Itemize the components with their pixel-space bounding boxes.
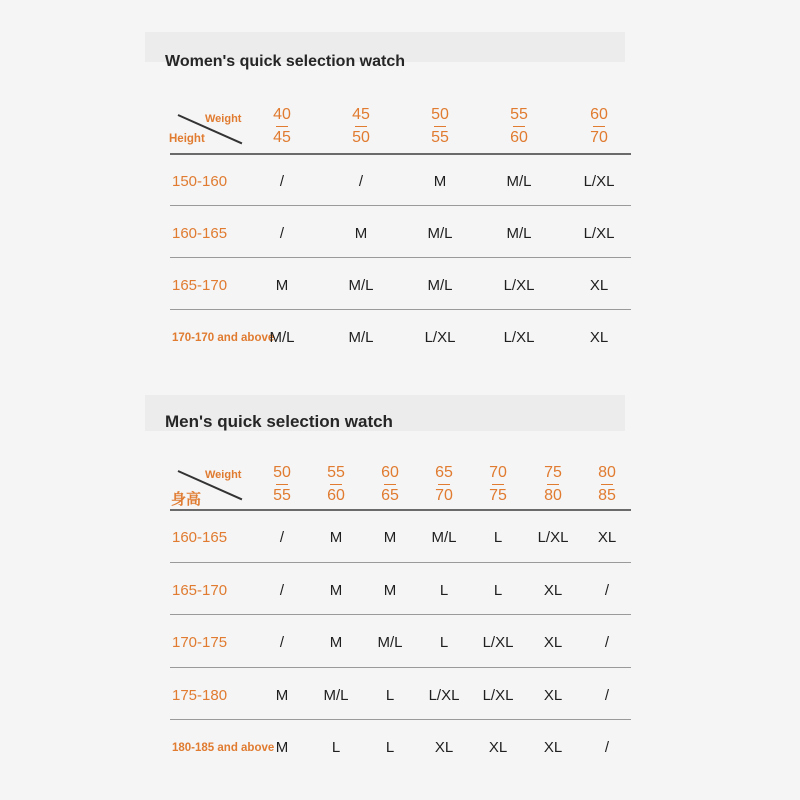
men-row-divider: [170, 667, 631, 668]
women-weight-range-dash: [434, 126, 446, 127]
men-size-cell: M: [329, 581, 343, 599]
men-size-cell: /: [604, 739, 610, 756]
women-row-height: 170-170 and above: [172, 332, 275, 344]
women-weight-range-to: 55: [431, 129, 449, 146]
men-weight-range-from: 60: [381, 464, 399, 481]
women-weight-range: [494, 107, 544, 146]
women-row-divider: [170, 205, 631, 206]
women-row-divider: [170, 257, 631, 258]
men-size-cell: M/L: [431, 529, 457, 546]
women-size-cell: XL: [589, 329, 609, 346]
men-weight-range-from: 50: [273, 464, 291, 481]
men-weight-range-dash: [276, 484, 288, 485]
men-weight-range-to: 75: [489, 487, 507, 504]
men-size-cell: /: [279, 634, 285, 651]
women-weight-range-from: 45: [352, 106, 370, 123]
women-weight-range-from: 55: [510, 106, 528, 123]
women-size-cell: M/L: [506, 225, 532, 242]
women-size-cell: L/XL: [583, 173, 615, 190]
women-size-cell: M/L: [427, 277, 453, 294]
men-size-cell: M: [329, 529, 343, 546]
women-size-cell: L/XL: [503, 277, 535, 294]
men-size-cell: M/L: [377, 634, 403, 651]
men-size-cell: L/XL: [428, 686, 460, 704]
women-size-cell: L/XL: [503, 329, 535, 346]
women-weight-label: Weight: [205, 113, 242, 125]
women-height-label: Height: [169, 133, 205, 145]
men-weight-range: [311, 465, 361, 504]
women-weight-range-from: 40: [273, 106, 291, 123]
men-size-cell: M: [275, 686, 289, 704]
women-size-cell: /: [279, 173, 285, 190]
men-size-cell: M: [383, 581, 397, 599]
men-weight-range-dash: [601, 484, 613, 485]
men-size-cell: XL: [543, 581, 563, 599]
men-weight-range-dash: [384, 484, 396, 485]
men-row-height: 165-170: [172, 581, 228, 599]
men-size-cell: L/XL: [482, 686, 514, 704]
women-weight-range-dash: [355, 126, 367, 127]
men-size-cell: XL: [488, 739, 508, 756]
women-size-cell: L/XL: [424, 329, 456, 346]
men-size-cell: M: [275, 739, 289, 756]
men-size-cell: L/XL: [482, 634, 514, 651]
women-size-cell: L/XL: [583, 225, 615, 242]
women-weight-range-to: 50: [352, 129, 370, 146]
women-weight-range-to: 70: [590, 129, 608, 146]
women-header-divider: [170, 153, 631, 155]
women-weight-range-dash: [593, 126, 605, 127]
men-weight-range-to: 65: [381, 487, 399, 504]
men-header-divider: [170, 509, 631, 511]
men-size-cell: M: [329, 634, 343, 651]
women-size-cell: M/L: [506, 173, 532, 190]
men-weight-range-to: 85: [598, 487, 616, 504]
men-row-height: 180-185 and above: [172, 742, 275, 754]
women-row-height: 165-170: [172, 277, 228, 294]
men-size-cell: L/XL: [537, 529, 569, 546]
men-weight-range: [419, 465, 469, 504]
men-weight-range-from: 75: [544, 464, 562, 481]
women-size-cell: M/L: [269, 329, 295, 346]
men-size-cell: L: [493, 529, 503, 546]
men-size-cell: /: [279, 581, 285, 599]
men-row-divider: [170, 719, 631, 720]
men-size-cell: XL: [543, 739, 563, 756]
women-weight-range: [415, 107, 465, 146]
women-weight-range-to: 60: [510, 129, 528, 146]
women-size-cell: M/L: [348, 329, 374, 346]
men-size-cell: M/L: [323, 686, 349, 704]
men-row-height: 160-165: [172, 529, 228, 546]
men-size-cell: /: [604, 686, 610, 704]
men-weight-range-to: 55: [273, 487, 291, 504]
men-weight-range-from: 70: [489, 464, 507, 481]
men-size-cell: XL: [543, 634, 563, 651]
men-weight-range-from: 80: [598, 464, 616, 481]
men-weight-range: [582, 465, 632, 504]
men-weight-range-from: 65: [435, 464, 453, 481]
men-weight-label: Weight: [205, 469, 242, 481]
men-size-cell: L: [385, 739, 395, 756]
men-weight-range: [365, 465, 415, 504]
men-weight-range-dash: [438, 484, 450, 485]
men-size-cell: M: [383, 529, 397, 546]
men-size-cell: XL: [597, 529, 617, 546]
men-weight-range-dash: [492, 484, 504, 485]
men-weight-range-dash: [547, 484, 559, 485]
men-row-divider: [170, 614, 631, 615]
men-row-divider: [170, 562, 631, 563]
men-table-title: Men's quick selection watch: [165, 412, 393, 431]
women-size-cell: M/L: [348, 277, 374, 294]
men-size-cell: L: [385, 686, 395, 704]
men-size-cell: L: [439, 581, 449, 599]
women-size-cell: /: [358, 173, 364, 190]
men-size-cell: L: [493, 581, 503, 599]
men-size-cell: /: [279, 529, 285, 546]
women-weight-range-to: 45: [273, 129, 291, 146]
men-weight-range: [473, 465, 523, 504]
women-size-cell: M: [354, 225, 368, 242]
women-weight-range-from: 50: [431, 106, 449, 123]
women-row-divider: [170, 309, 631, 310]
men-weight-range: [528, 465, 578, 504]
women-size-cell: M: [433, 173, 447, 190]
women-weight-range-dash: [513, 126, 525, 127]
men-size-cell: /: [604, 581, 610, 599]
men-weight-range-from: 55: [327, 464, 345, 481]
women-size-cell: M: [275, 277, 289, 294]
men-row-height: 175-180: [172, 686, 228, 704]
men-size-cell: XL: [543, 686, 563, 704]
men-size-cell: L: [439, 634, 449, 651]
women-weight-range: [257, 107, 307, 146]
women-weight-range: [336, 107, 386, 146]
men-size-cell: XL: [434, 739, 454, 756]
men-weight-range-to: 60: [327, 487, 345, 504]
men-size-cell: L: [331, 739, 341, 756]
women-size-cell: M/L: [427, 225, 453, 242]
men-weight-range-to: 80: [544, 487, 562, 504]
women-table-title: Women's quick selection watch: [165, 53, 406, 70]
men-weight-range: [257, 465, 307, 504]
men-height-label: 身高: [171, 491, 202, 508]
women-weight-range-dash: [276, 126, 288, 127]
women-row-height: 150-160: [172, 173, 228, 190]
women-size-cell: /: [279, 225, 285, 242]
women-weight-range-from: 60: [590, 106, 608, 123]
women-size-cell: XL: [589, 277, 609, 294]
women-row-height: 160-165: [172, 225, 228, 242]
women-weight-range: [574, 107, 624, 146]
men-weight-range-dash: [330, 484, 342, 485]
men-row-height: 170-175: [172, 634, 228, 651]
men-weight-range-to: 70: [435, 487, 453, 504]
men-size-cell: /: [604, 634, 610, 651]
